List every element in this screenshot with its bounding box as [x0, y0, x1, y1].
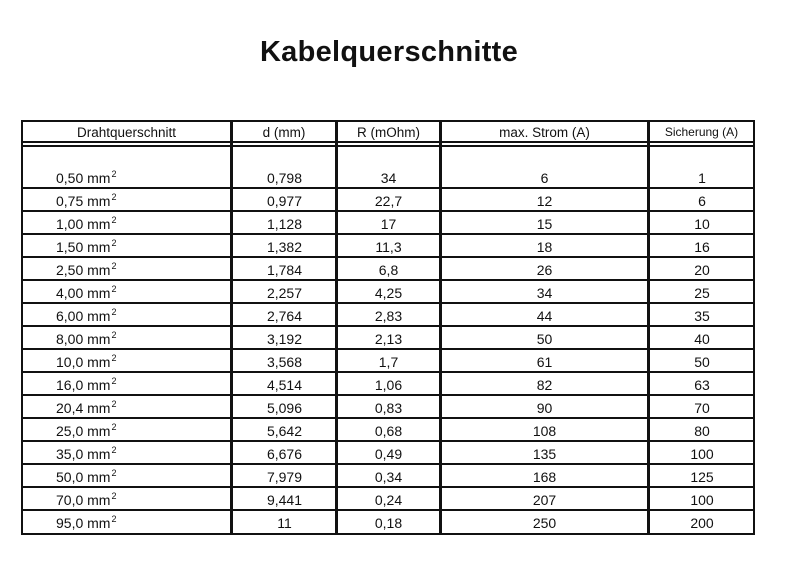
area-value: 50,0	[56, 469, 84, 485]
area-unit: mm	[87, 469, 111, 485]
area-unit-exponent: 2	[111, 215, 117, 225]
cell-fuse: 25	[694, 285, 710, 301]
area-unit: mm	[87, 492, 111, 508]
cell-fuse: 20	[694, 262, 710, 278]
area-unit-exponent: 2	[111, 238, 117, 248]
area-unit: mm	[87, 446, 111, 462]
cell-drahtquerschnitt	[56, 211, 116, 234]
cell-max-current: 15	[536, 216, 553, 232]
cell-max-current: 250	[532, 515, 557, 531]
cell-drahtquerschnitt	[56, 234, 116, 257]
cell-resistance: 17	[380, 216, 397, 232]
area-unit-exponent: 2	[111, 169, 117, 179]
cell-diameter: 2,257	[266, 285, 303, 301]
area-value: 4,00	[56, 285, 84, 301]
cell-resistance: 1,7	[378, 354, 399, 370]
cell-resistance: 0,34	[374, 469, 403, 485]
cell-resistance: 2,83	[374, 308, 403, 324]
cell-max-current: 18	[536, 239, 553, 255]
area-unit-exponent: 2	[111, 468, 117, 478]
cable-table	[21, 120, 755, 535]
cell-fuse: 70	[694, 400, 710, 416]
cell-drahtquerschnitt	[56, 487, 116, 510]
header-max-current: max. Strom (A)	[499, 125, 590, 140]
cell-diameter: 1,784	[266, 262, 303, 278]
cell-resistance: 1,06	[374, 377, 403, 393]
table-row	[23, 165, 753, 188]
cell-diameter: 1,382	[266, 239, 303, 255]
cell-resistance: 4,25	[374, 285, 403, 301]
cell-resistance: 2,13	[374, 331, 403, 347]
area-unit: mm	[87, 377, 111, 393]
cell-resistance: 0,49	[374, 446, 403, 462]
area-value: 20,4	[56, 400, 84, 416]
table-row	[23, 441, 753, 464]
cell-diameter: 1,128	[266, 216, 303, 232]
table-row	[23, 303, 753, 326]
area-value: 0,75	[56, 193, 84, 209]
cell-max-current: 168	[532, 469, 557, 485]
cell-diameter: 3,192	[266, 331, 303, 347]
header-drahtquerschnitt: Drahtquerschnitt	[76, 125, 177, 140]
cell-max-current: 108	[532, 423, 557, 439]
cell-fuse: 100	[690, 446, 714, 462]
cell-fuse: 16	[694, 239, 710, 255]
header-divider	[23, 141, 753, 143]
area-unit: mm	[87, 170, 111, 186]
cell-max-current: 34	[536, 285, 553, 301]
cell-diameter: 5,096	[266, 400, 303, 416]
table-row	[23, 257, 753, 280]
area-unit: mm	[87, 285, 111, 301]
table-row	[23, 464, 753, 487]
area-unit: mm	[87, 423, 111, 439]
cell-resistance: 0,24	[374, 492, 403, 508]
header-divider	[23, 145, 753, 147]
cell-resistance: 0,18	[374, 515, 403, 531]
cell-resistance: 11,3	[375, 239, 402, 255]
table-row	[23, 395, 753, 418]
cell-max-current: 44	[536, 308, 553, 324]
cell-fuse: 6	[698, 193, 706, 209]
area-value: 1,00	[56, 216, 84, 232]
cell-drahtquerschnitt	[56, 372, 116, 395]
cell-drahtquerschnitt	[56, 326, 116, 349]
header-fuse: Sicherung (A)	[664, 125, 739, 139]
area-unit-exponent: 2	[111, 376, 117, 386]
header-resistance: R (mOhm)	[357, 125, 420, 140]
area-unit: mm	[87, 308, 111, 324]
cell-fuse: 10	[694, 216, 710, 232]
area-value: 2,50	[56, 262, 84, 278]
cell-drahtquerschnitt	[56, 441, 116, 464]
cell-diameter: 0,977	[266, 193, 303, 209]
cell-diameter: 11	[277, 515, 292, 531]
area-unit: mm	[87, 331, 111, 347]
area-value: 16,0	[56, 377, 84, 393]
table-row	[23, 418, 753, 441]
area-value: 6,00	[56, 308, 84, 324]
cell-fuse: 1	[698, 170, 706, 186]
area-unit: mm	[87, 193, 111, 209]
cell-fuse: 125	[690, 469, 714, 485]
cell-drahtquerschnitt	[56, 510, 116, 533]
cell-diameter: 0,798	[266, 170, 303, 186]
cell-fuse: 100	[690, 492, 714, 508]
area-value: 35,0	[56, 446, 84, 462]
cell-drahtquerschnitt	[56, 165, 116, 188]
cell-diameter: 4,514	[266, 377, 303, 393]
header-diameter: d (mm)	[262, 125, 306, 140]
cell-drahtquerschnitt	[56, 349, 116, 372]
cell-drahtquerschnitt	[56, 303, 116, 326]
area-unit: mm	[87, 354, 111, 370]
cell-max-current: 12	[536, 193, 553, 209]
cell-max-current: 90	[536, 400, 553, 416]
cell-max-current: 82	[536, 377, 553, 393]
table-row	[23, 234, 753, 257]
area-unit-exponent: 2	[111, 192, 117, 202]
cell-drahtquerschnitt	[56, 395, 116, 418]
table-row	[23, 510, 753, 533]
area-unit: mm	[87, 400, 111, 416]
cell-resistance: 0,83	[374, 400, 403, 416]
area-unit-exponent: 2	[111, 284, 117, 294]
table-row	[23, 349, 753, 372]
area-unit-exponent: 2	[111, 307, 117, 317]
page-title: Kabelquerschnitte	[259, 36, 519, 68]
area-value: 0,50	[56, 170, 84, 186]
cell-max-current: 26	[536, 262, 553, 278]
area-value: 95,0	[56, 515, 84, 531]
area-unit-exponent: 2	[111, 422, 117, 432]
area-unit-exponent: 2	[111, 399, 117, 409]
area-unit: mm	[87, 515, 111, 531]
cell-drahtquerschnitt	[56, 464, 116, 487]
table-row	[23, 211, 753, 234]
area-value: 25,0	[56, 423, 84, 439]
cell-fuse: 200	[690, 515, 714, 531]
table-row	[23, 280, 753, 303]
cell-max-current: 135	[532, 446, 557, 462]
area-unit-exponent: 2	[111, 445, 117, 455]
cell-fuse: 50	[694, 354, 710, 370]
area-unit: mm	[87, 216, 111, 232]
cell-drahtquerschnitt	[56, 257, 116, 280]
table-row	[23, 487, 753, 510]
cell-resistance: 0,68	[374, 423, 403, 439]
cell-drahtquerschnitt	[56, 188, 116, 211]
cell-resistance: 22,7	[374, 193, 403, 209]
area-value: 70,0	[56, 492, 84, 508]
table-row	[23, 188, 753, 211]
cell-max-current: 6	[540, 170, 549, 186]
area-value: 10,0	[56, 354, 84, 370]
cell-diameter: 6,676	[266, 446, 303, 462]
table-row	[23, 326, 753, 349]
cell-max-current: 50	[536, 331, 553, 347]
cell-max-current: 207	[532, 492, 557, 508]
cell-fuse: 35	[694, 308, 710, 324]
area-value: 8,00	[56, 331, 84, 347]
cell-diameter: 2,764	[266, 308, 303, 324]
cell-diameter: 9,441	[266, 492, 303, 508]
cell-diameter: 5,642	[266, 423, 303, 439]
cell-max-current: 61	[536, 354, 553, 370]
cell-fuse: 40	[694, 331, 710, 347]
area-unit: mm	[87, 262, 111, 278]
cell-fuse: 80	[694, 423, 710, 439]
area-unit-exponent: 2	[111, 330, 117, 340]
table-row	[23, 372, 753, 395]
area-value: 1,50	[56, 239, 84, 255]
area-unit-exponent: 2	[111, 353, 117, 363]
area-unit-exponent: 2	[111, 261, 117, 271]
cell-fuse: 63	[694, 377, 710, 393]
cell-diameter: 7,979	[266, 469, 303, 485]
area-unit-exponent: 2	[111, 491, 117, 501]
cell-drahtquerschnitt	[56, 280, 116, 303]
cell-resistance: 6,8	[378, 262, 399, 278]
cell-diameter: 3,568	[266, 354, 303, 370]
area-unit: mm	[87, 239, 111, 255]
area-unit-exponent: 2	[111, 514, 117, 524]
cell-resistance: 34	[380, 170, 397, 186]
cell-drahtquerschnitt	[56, 418, 116, 441]
